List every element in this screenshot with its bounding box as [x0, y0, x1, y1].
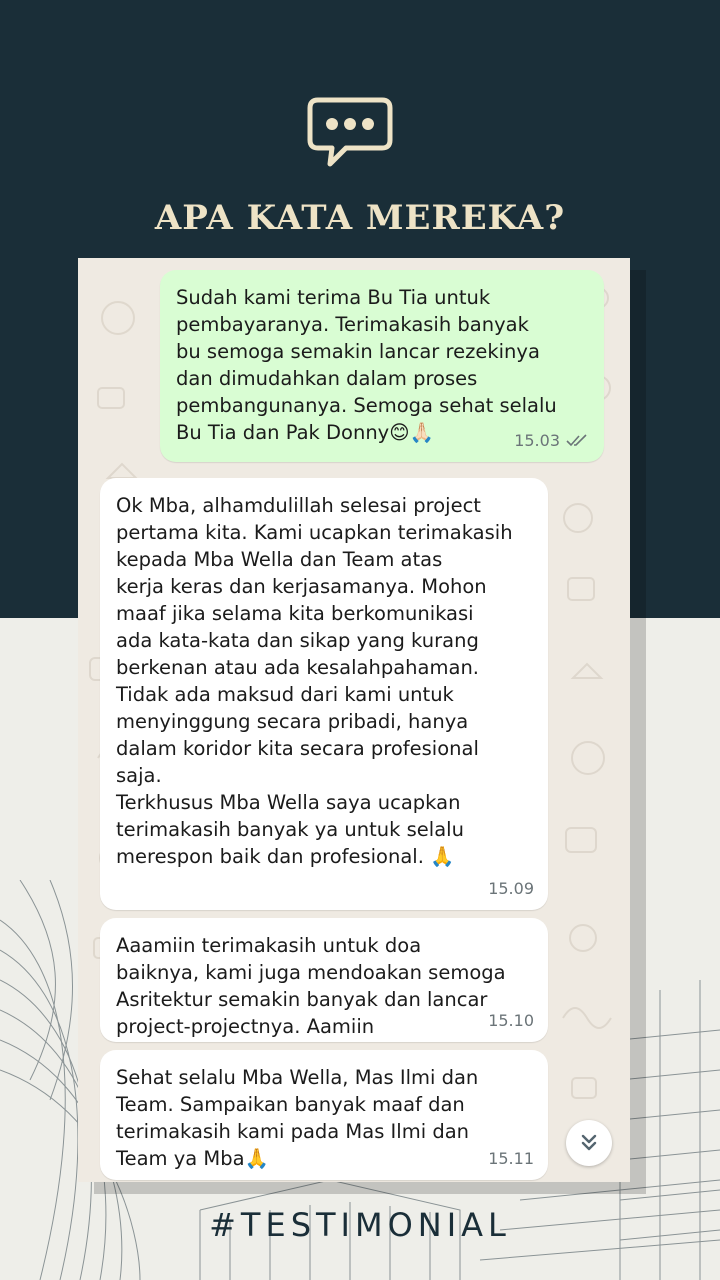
message-time: 15.09	[488, 879, 534, 898]
message-text: Sehat selalu Mba Wella, Mas Ilmi dan Team. Sampaikan banyak maaf dan terimakasih kami pada Mas Ilmi dan Team ya Mba🙏	[116, 1066, 479, 1170]
message-meta	[488, 875, 534, 902]
message-time: 15.10	[488, 1011, 534, 1030]
message-bubble-incoming[interactable]	[100, 478, 548, 910]
message-text: Sudah kami terima Bu Tia untuk pembayaranya. Terimakasih banyak bu semoga semakin lancar rezekinya dan dimudahkan dalam proses pembangunanya. Semoga sehat selalu Bu Tia dan Pak Donny😊🙏🏻	[176, 286, 557, 444]
chat-screenshot	[78, 258, 630, 1182]
message-bubble-incoming[interactable]	[100, 1050, 548, 1180]
message-meta	[488, 1145, 534, 1172]
message-bubble-outgoing[interactable]	[160, 270, 604, 462]
scroll-down-button[interactable]	[566, 1120, 612, 1166]
message-meta	[488, 1007, 534, 1034]
message-time: 15.03	[514, 431, 560, 450]
message-text: Aaamiin terimakasih untuk doa baiknya, kami juga mendoakan semoga Asritektur semakin banyak dan lancar project-projectnya. Aamiin	[116, 934, 506, 1038]
message-time: 15.11	[488, 1149, 534, 1168]
chevron-double-down-icon	[578, 1132, 600, 1154]
message-text: Ok Mba, alhamdulillah selesai project pertama kita. Kami ucapkan terimakasih kepada Mba Wella dan Team atas kerja keras dan kerjasamanya. Mohon maaf jika selama kita berkomunikasi ada kata-kata dan sikap yang kurang berkenan atau ada kesalahpahaman. Tidak ada maksud dari kami untuk menyinggung secara pribadi, hanya dalam koridor kita secara profesional saja. Terkhusus Mba Wella saya ucapkan terimakasih banyak ya untuk selalu merespon baik dan profesional. 🙏	[116, 494, 513, 868]
chat-bubble-dots-icon	[306, 96, 394, 168]
page-title: APA KATA MEREKA?	[154, 198, 566, 238]
footer-hashtag: #TESTIMONIAL	[209, 1206, 511, 1244]
message-bubble-incoming[interactable]	[100, 918, 548, 1042]
double-check-icon	[566, 434, 590, 448]
message-meta	[514, 427, 590, 454]
